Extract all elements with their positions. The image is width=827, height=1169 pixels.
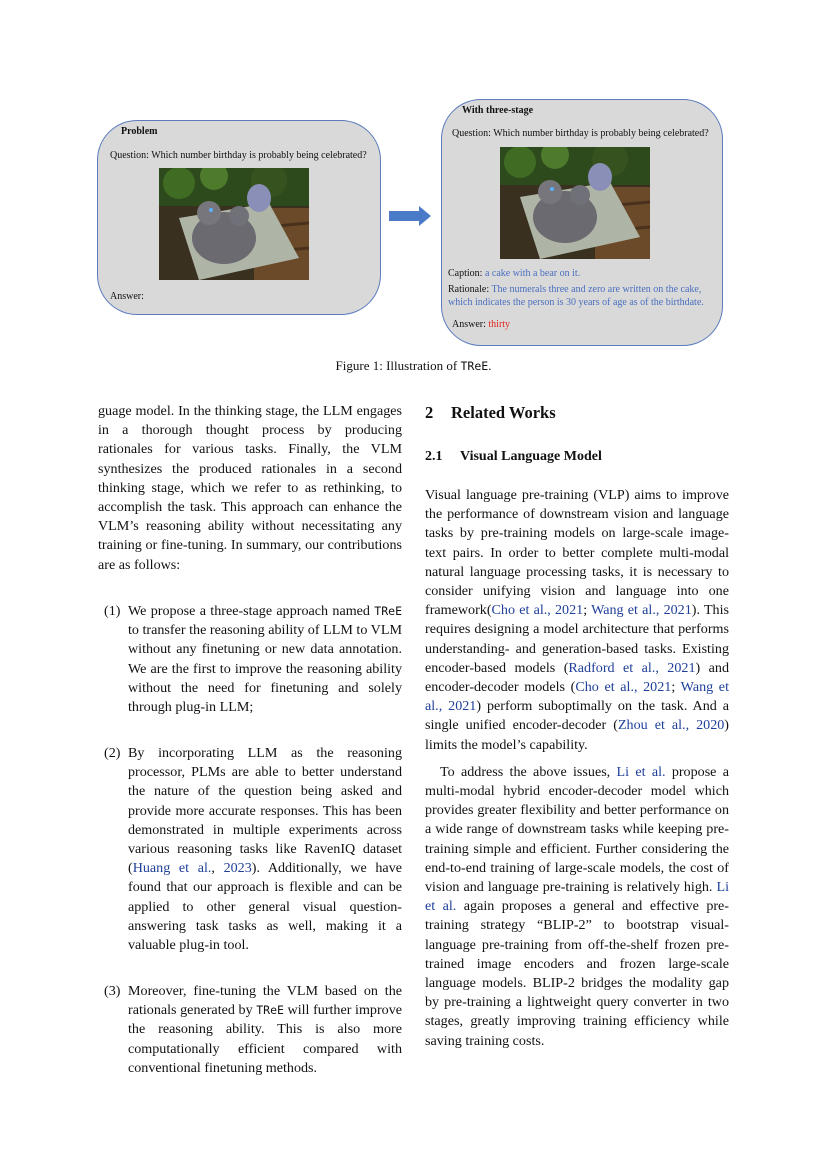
rationale-value-line2: which indicates the person is 30 years of age as of the birthdate.	[448, 297, 704, 308]
figure-caption-suffix: .	[488, 358, 492, 373]
subsection-number: 2.1	[425, 449, 443, 464]
paragraph-text: ) and encoder-decoder models (	[425, 659, 729, 696]
list-number: (3)	[104, 983, 121, 999]
citation-link[interactable]: Zhou et al., 2020	[617, 717, 725, 734]
problem-answer-label: Answer:	[110, 291, 144, 302]
citation-link[interactable]: 2023	[223, 860, 252, 877]
paragraph-text: ) perform suboptimally on the task. And a single unified encoder-decoder (	[425, 698, 729, 734]
paragraph-text: again proposes a general and effective pre-training strategy “BLIP-2” to bootstrap visual-language pre-training from off-the-shelf frozen pre-trained image encoders and frozen large-scale language models. BLIP-2 bridges the modality gap by pre-training a lightweight query converter in two stages, greatly improving training efficiency while saving training costs.	[425, 898, 730, 1049]
caption-line	[448, 267, 580, 280]
item-text: will further improve the reasoning ability. This is also more computationally efficient compared with conventional finetuning methods.	[128, 1002, 403, 1076]
three-stage-panel	[441, 99, 723, 346]
birthday-cake-photo	[500, 147, 650, 259]
citation-link[interactable]: Li et al.	[425, 879, 729, 915]
paragraph-vlp	[425, 486, 729, 755]
contribution-item-3	[98, 982, 402, 1078]
three-stage-title: With three-stage	[462, 105, 534, 116]
answer-label: Answer:	[452, 319, 486, 330]
item-text: ,	[211, 860, 224, 877]
subsection-title: Visual Language Model	[460, 449, 602, 464]
citation-link[interactable]: Cho et al., 2021	[575, 679, 672, 696]
section-heading	[425, 403, 556, 423]
birthday-cake-photo	[159, 168, 309, 280]
intro-paragraph	[98, 402, 402, 575]
citation-link[interactable]: Wang et al., 2021	[425, 679, 729, 715]
three-stage-question: Question: Which number birthday is probably being celebrated?	[452, 128, 709, 139]
figure-caption	[0, 358, 827, 374]
answer-line	[452, 318, 510, 331]
caption-value: a cake with a bear on it.	[484, 268, 581, 279]
citation-link[interactable]: Li et al.	[616, 763, 666, 780]
rationale-block	[448, 283, 720, 309]
problem-title: Problem	[121, 126, 158, 137]
answer-value: thirty	[488, 319, 511, 330]
paragraph-blip	[425, 763, 729, 1051]
arrow-right-icon	[389, 206, 431, 226]
section-number: 2	[425, 403, 434, 422]
item-text: Moreover, fine-tuning the VLM based on the rationals generated by	[128, 983, 402, 1019]
item-text: We propose a three-stage approach named	[128, 603, 375, 619]
figure-caption-method: TReE	[460, 359, 489, 373]
contribution-item-1	[98, 602, 402, 717]
paragraph-text: ). This requires designing a model architecture that performs understanding- and generation-based tasks. Existing encoder-based models (	[425, 602, 729, 676]
citation-link[interactable]: Cho et al., 2021	[491, 602, 584, 619]
paragraph-text: ) limits the model’s capability.	[425, 717, 729, 753]
rationale-label: Rationale:	[448, 284, 490, 295]
citation-link[interactable]: Wang et al., 2021	[591, 602, 692, 619]
contribution-item-2	[98, 744, 402, 955]
method-name: TReE	[256, 1003, 284, 1018]
section-title: Related Works	[451, 403, 556, 422]
item-text: By incorporating LLM as the reasoning processor, PLMs are able to better understand the nature of the question being asked and provide more accurate responses. This has been demonstrated in multiple experiments across various reasoning tasks like RavenIQ dataset (	[128, 745, 402, 877]
caption-label: Caption:	[448, 268, 483, 279]
list-number: (2)	[104, 745, 121, 761]
figure-caption-prefix: Figure 1: Illustration of	[335, 358, 461, 373]
subsection-heading	[425, 449, 602, 465]
paragraph-text: ;	[583, 602, 592, 619]
item-text: to transfer the reasoning ability of LLM to VLM without any finetuning or new data annotation. We are the first to improve the reasoning ability without the need for finetuning and solely through plug-in LLM;	[128, 622, 402, 716]
paragraph-text: ;	[671, 679, 681, 696]
rationale-value-line1: The numerals three and zero are written on the cake,	[491, 284, 702, 295]
paragraph-text: Visual language pre-training (VLP) aims to improve the performance of downstream vision and language tasks by pre-training models on large-scale image-text pairs. In order to better complete multi-modal natural language processing tasks, it is necessary to consider unifying vision and language into one framework(	[425, 487, 729, 619]
item-text: ). Additionally, we have found that our approach is flexible and can be applied to other general visual question-answering task tasks as well, making it a valuable plug-in tool.	[128, 860, 402, 954]
paragraph-text: propose a multi-modal hybrid encoder-decoder model which provides greater flexibility and better performance on a wide range of downstream tasks while keeping pre-training simple and efficient. Further considering the end-to-end training of large-scale models, the cost of vision and language pre-training is relatively high.	[425, 763, 729, 896]
intro-text: guage model. In the thinking stage, the LLM engages in a thorough thought process by producing rationales for various tasks. Finally, the VLM synthesizes the produced rationales in a second thinking stage, which we refer to as rethinking, to accomplish the task. This approach can enhance the VLM’s reasoning ability without necessitating any training or fine-tuning. In summary, our contributions are as follows:	[98, 403, 402, 573]
citation-link[interactable]: Huang et al.	[132, 860, 212, 877]
paragraph-text: To address the above issues,	[440, 763, 617, 780]
related-works-body	[425, 486, 729, 1051]
problem-question: Question: Which number birthday is probably being celebrated?	[110, 150, 367, 161]
method-name: TReE	[374, 604, 402, 618]
problem-panel	[97, 120, 381, 315]
citation-link[interactable]: Radford et al., 2021	[568, 659, 696, 676]
list-number: (1)	[104, 603, 121, 619]
